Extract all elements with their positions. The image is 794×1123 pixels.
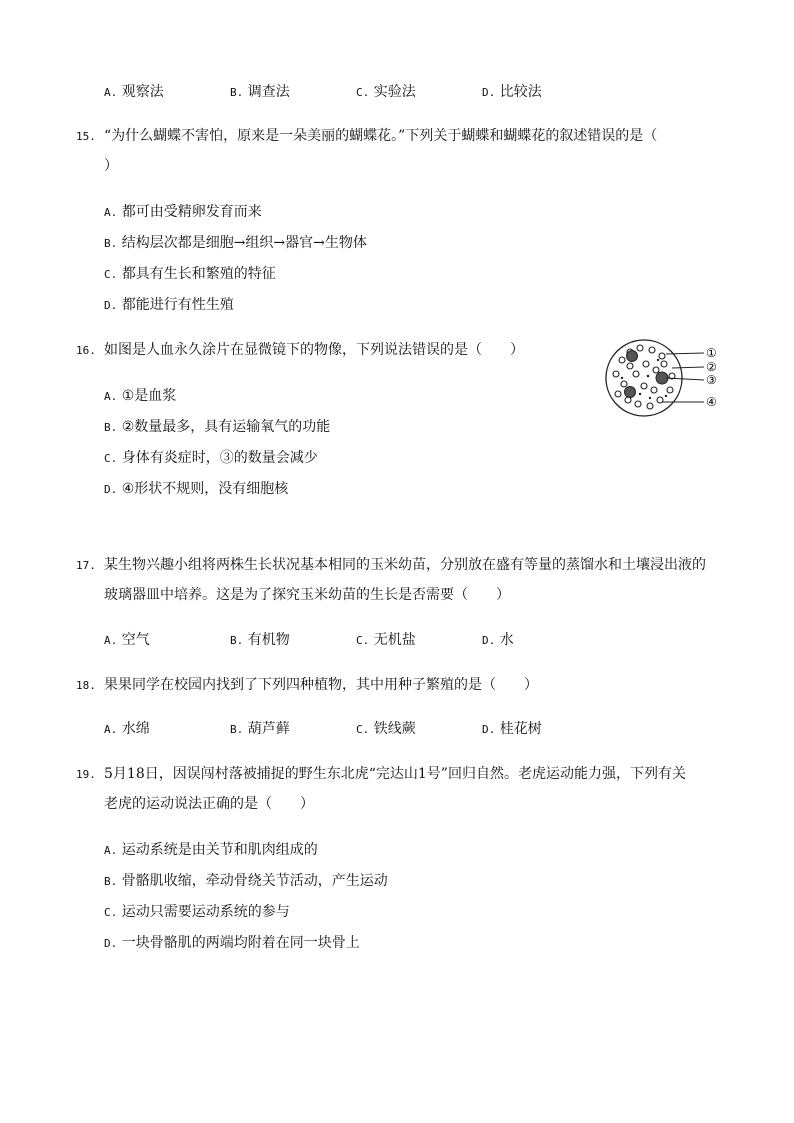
question-stem-cont: ） [104, 158, 118, 174]
option-letter: C. [356, 86, 370, 99]
option-letter: D. [104, 937, 118, 950]
option-text: 身体有炎症时，③的数量会减少 [121, 450, 318, 466]
option-text: 都能进行有性生殖 [121, 297, 234, 313]
option-letter: C. [356, 634, 370, 647]
q14-option-b[interactable] [230, 82, 290, 103]
q14-options [104, 82, 704, 102]
q17-option-b[interactable] [230, 630, 290, 651]
option-letter: A. [104, 634, 118, 647]
option-letter: C. [104, 452, 118, 465]
option-letter: A. [104, 206, 118, 219]
q15-option-b[interactable] [104, 233, 367, 254]
option-letter: C. [356, 723, 370, 736]
option-letter: A. [104, 390, 118, 403]
option-letter: C. [104, 268, 118, 281]
question-stem: 果果同学在校园内找到了下列四种植物，其中用种子繁殖的是（ ） [104, 677, 538, 693]
q19-option-b[interactable] [104, 871, 388, 892]
q16-stem [76, 340, 524, 361]
question-number: 17. [76, 559, 96, 572]
question-stem-cont: 老虎的运动说法正确的是（ ） [104, 796, 314, 812]
q17-option-d[interactable] [482, 630, 514, 651]
option-text: 桂花树 [499, 721, 542, 737]
option-text: 水绵 [121, 721, 150, 737]
figure-label-1: ① [706, 346, 717, 360]
option-text: 水 [499, 632, 514, 648]
q18-options [104, 719, 704, 739]
q17-options [104, 630, 704, 650]
q16-option-b[interactable] [104, 417, 330, 438]
q17-stem-line1 [76, 555, 706, 576]
question-stem: 某生物兴趣小组将两株生长状况基本相同的玉米幼苗，分别放在盛有等量的蒸馏水和土壤浸出液的 [104, 557, 706, 573]
option-text: ④形状不规则，没有细胞核 [121, 481, 289, 497]
q17-option-a[interactable] [104, 630, 150, 651]
q17-option-c[interactable] [356, 630, 416, 651]
q15-stem-line2 [104, 156, 118, 176]
option-text: 结构层次都是细胞→组织→器官→生物体 [121, 235, 367, 251]
option-text: 实验法 [373, 84, 416, 100]
question-stem: 5月18日，因误闯村落被捕捉的野生东北虎“完达山1号”回归自然。老虎运动能力强，下列有关 [104, 766, 686, 782]
q14-option-a[interactable] [104, 82, 164, 103]
option-letter: D. [104, 483, 118, 496]
figure-label-3: ③ [706, 373, 717, 387]
option-text: 比较法 [499, 84, 542, 100]
q18-option-c[interactable] [356, 719, 416, 740]
question-number: 16. [76, 344, 96, 357]
q17-stem-line2 [104, 585, 510, 605]
option-letter: B. [104, 875, 118, 888]
option-letter: A. [104, 844, 118, 857]
question-number: 15. [76, 130, 96, 143]
q16-option-d[interactable] [104, 479, 288, 500]
option-letter: C. [104, 906, 118, 919]
option-letter: B. [230, 723, 244, 736]
q18-stem [76, 675, 538, 696]
option-letter: D. [482, 723, 496, 736]
q18-option-a[interactable] [104, 719, 150, 740]
option-letter: A. [104, 723, 118, 736]
q15-option-c[interactable] [104, 264, 276, 285]
option-letter: A. [104, 86, 118, 99]
figure-label-4: ④ [706, 395, 717, 409]
option-letter: D. [104, 299, 118, 312]
option-text: 骨骼肌收缩，牵动骨绕关节活动，产生运动 [121, 873, 388, 889]
option-text: 铁线蕨 [373, 721, 416, 737]
option-letter: B. [230, 634, 244, 647]
question-stem-cont: 玻璃器皿中培养。这是为了探究玉米幼苗的生长是否需要（ ） [104, 587, 510, 603]
q16-option-a[interactable] [104, 386, 176, 407]
option-letter: B. [230, 86, 244, 99]
q15-option-a[interactable] [104, 202, 262, 223]
q14-option-c[interactable] [356, 82, 416, 103]
option-text: 都可由受精卵发育而来 [121, 204, 262, 220]
option-text: 一块骨骼肌的两端均附着在同一块骨上 [121, 935, 360, 951]
q15-stem-line1 [76, 126, 657, 147]
option-text: 运动只需要运动系统的参与 [121, 904, 290, 920]
q19-option-a[interactable] [104, 840, 318, 861]
question-stem: 如图是人血永久涂片在显微镜下的物像，下列说法错误的是（ ） [104, 342, 524, 358]
option-text: 无机盐 [373, 632, 416, 648]
q18-option-b[interactable] [230, 719, 290, 740]
question-stem: “为什么蝴蝶不害怕，原来是一朵美丽的蝴蝶花。”下列关于蝴蝶和蝴蝶花的叙述错误的是（ [104, 128, 658, 144]
option-text: 葫芦藓 [247, 721, 290, 737]
question-number: 19. [76, 768, 96, 781]
option-letter: B. [104, 237, 118, 250]
q19-stem-line1 [76, 764, 686, 785]
q19-option-d[interactable] [104, 933, 360, 954]
option-text: 空气 [121, 632, 150, 648]
question-number: 18. [76, 679, 96, 692]
q16-option-c[interactable] [104, 448, 318, 469]
q19-option-c[interactable] [104, 902, 290, 923]
option-letter: B. [104, 421, 118, 434]
option-letter: D. [482, 86, 496, 99]
option-text: ①是血浆 [121, 388, 177, 404]
q19-stem-line2 [104, 794, 314, 814]
q15-option-d[interactable] [104, 295, 234, 316]
q18-option-d[interactable] [482, 719, 542, 740]
option-text: ②数量最多，具有运输氧气的功能 [121, 419, 331, 435]
q14-option-d[interactable] [482, 82, 542, 103]
option-text: 有机物 [247, 632, 290, 648]
option-text: 运动系统是由关节和肌肉组成的 [121, 842, 318, 858]
option-text: 调查法 [247, 84, 290, 100]
figure-label-2: ② [706, 360, 717, 374]
option-text: 都具有生长和繁殖的特征 [121, 266, 276, 282]
blood-smear-figure [600, 334, 720, 424]
option-letter: D. [482, 634, 496, 647]
option-text: 观察法 [121, 84, 164, 100]
